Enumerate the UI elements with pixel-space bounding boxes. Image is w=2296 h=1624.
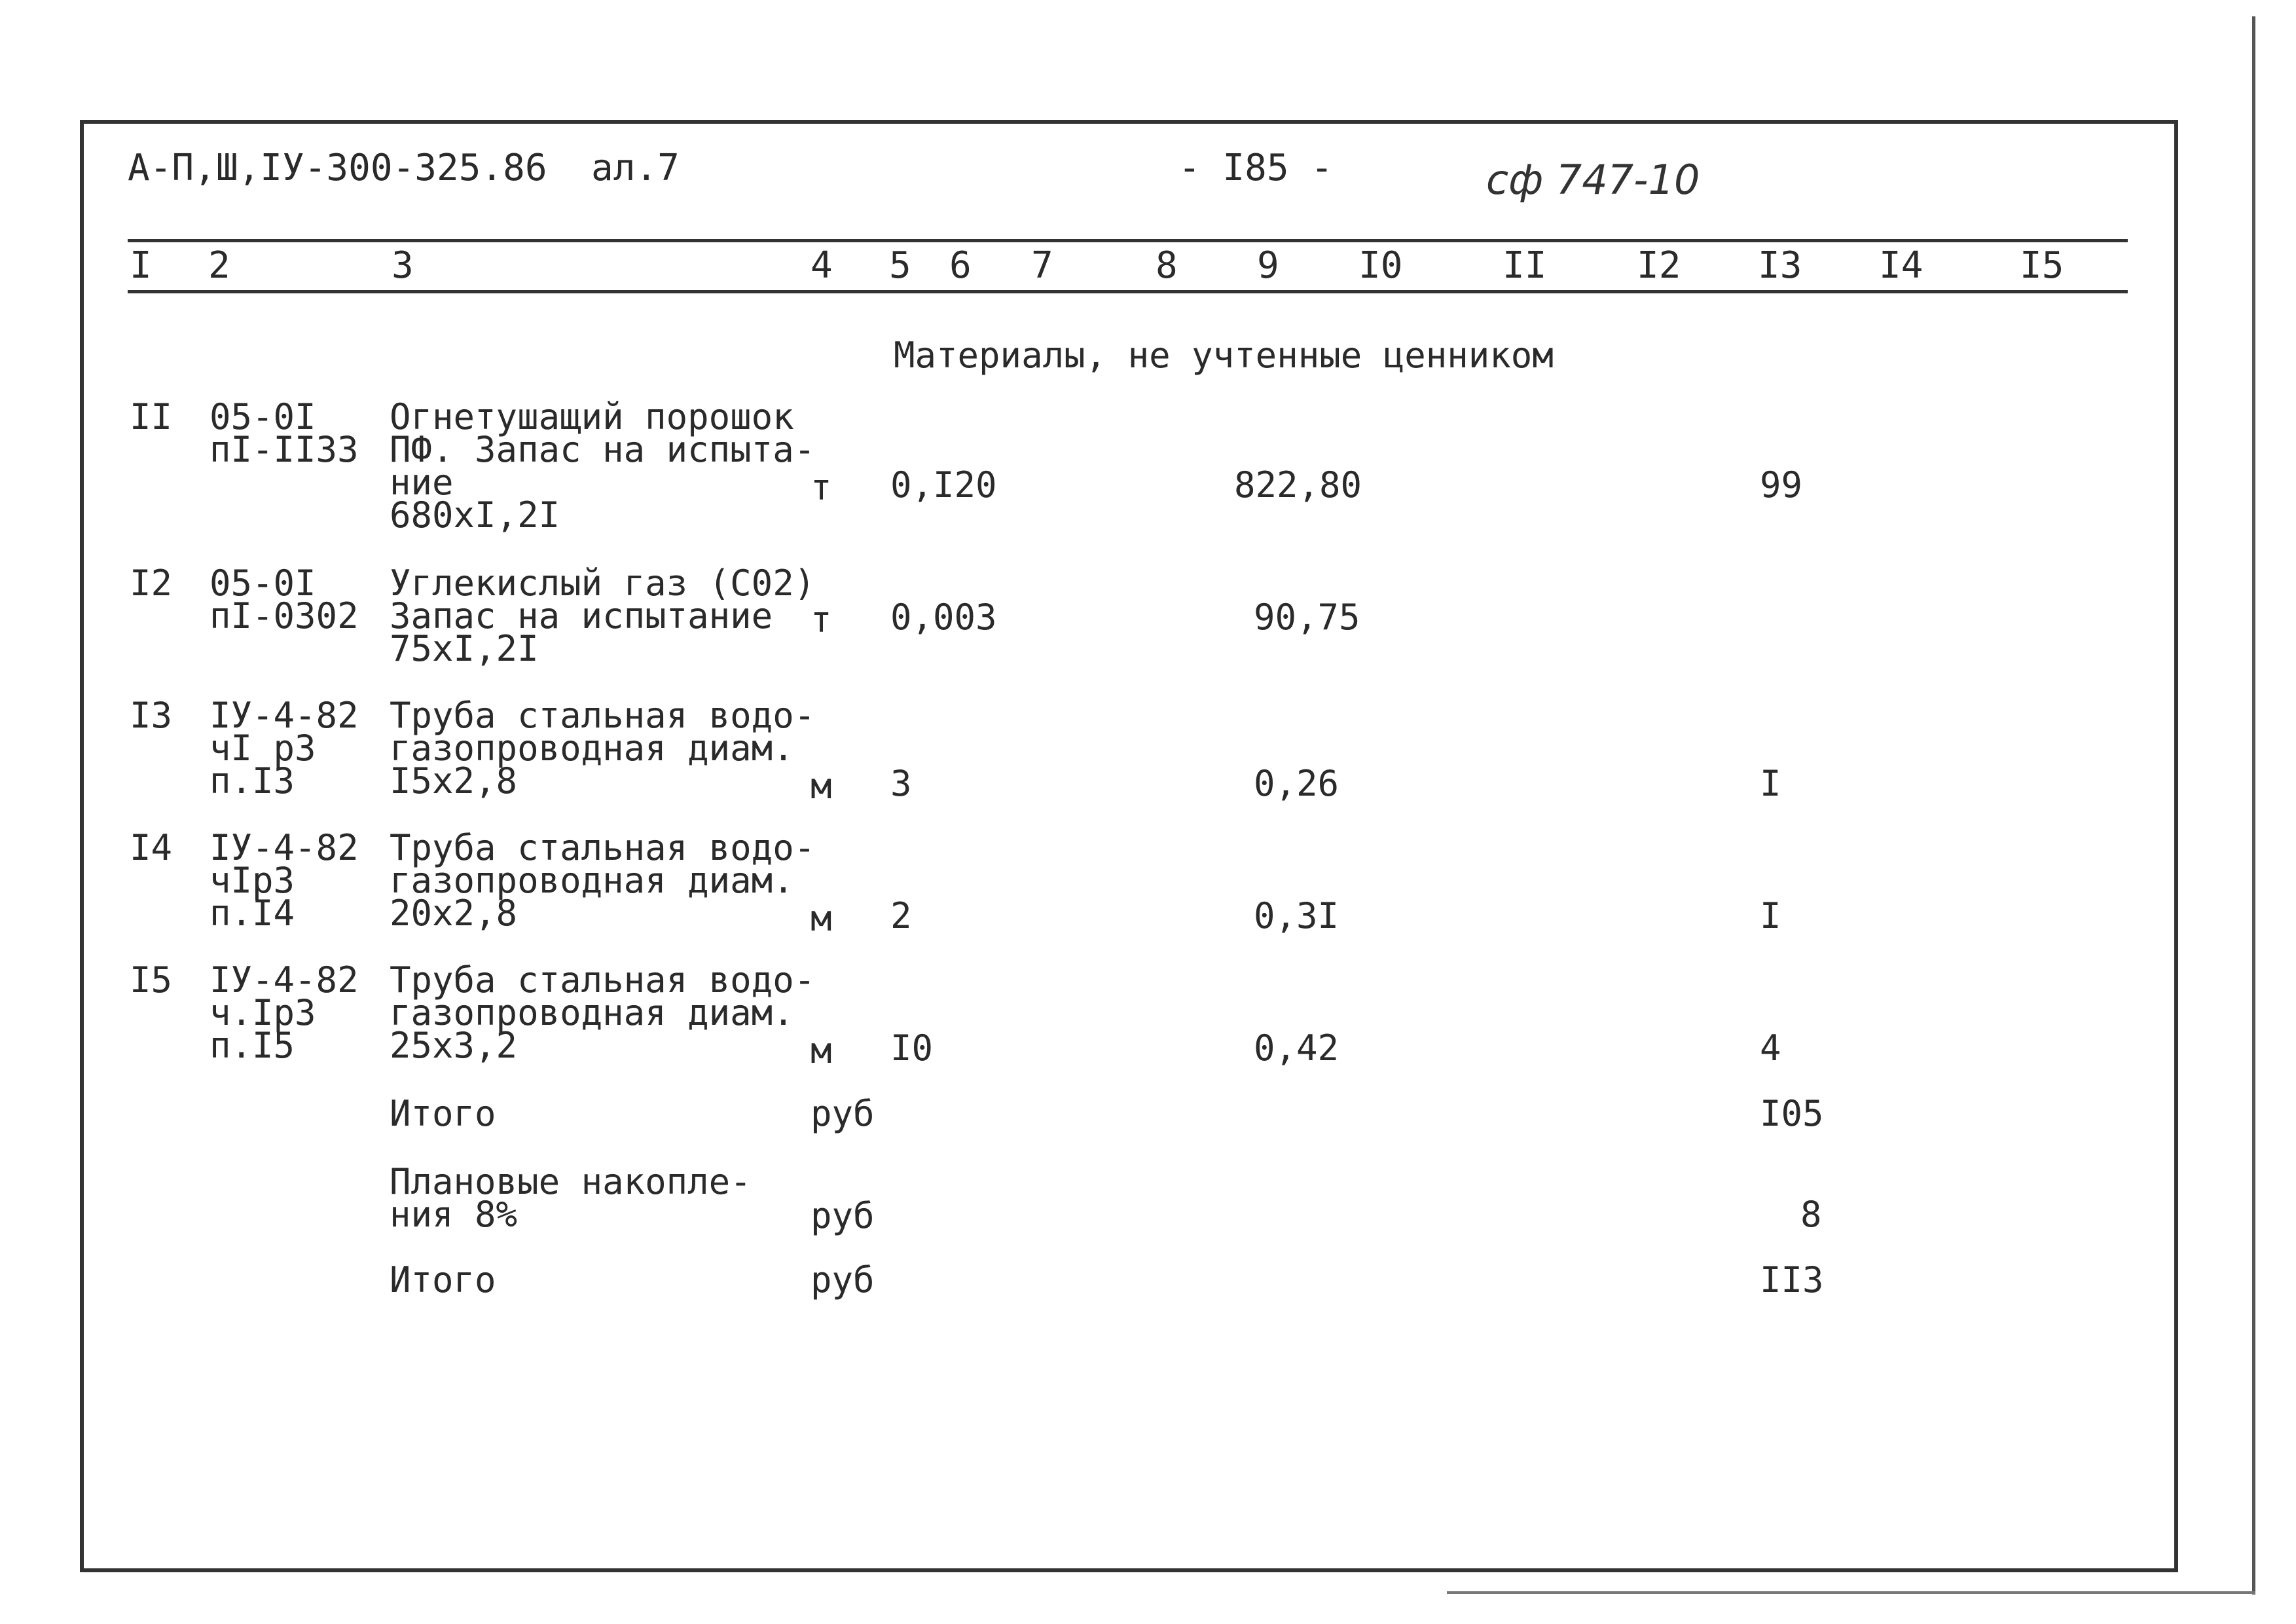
summary-label: ния 8% (390, 1194, 518, 1235)
column-number-1: I (130, 244, 152, 287)
summary-label: Итого (390, 1259, 496, 1301)
column-number-11: II (1503, 244, 1547, 287)
column-number-3: 3 (392, 244, 414, 287)
description-line: газопроводная диам. (390, 860, 794, 901)
summary-unit: руб (811, 1093, 875, 1134)
row-number: I4 (130, 827, 173, 868)
description-line: Огнетушащий порошок (390, 396, 794, 437)
description-line: газопроводная диам. (390, 992, 794, 1033)
column-number-15: I5 (2020, 244, 2064, 287)
handwritten-note: сф 747-10 (1486, 156, 1700, 204)
unit-price: 822,80 (1234, 464, 1362, 506)
page-number: - I85 - (1178, 147, 1334, 189)
column-number-2: 2 (208, 244, 230, 287)
column-number-10: I0 (1358, 244, 1403, 287)
description-line: Запас на испытание (390, 595, 773, 637)
row-number: II (130, 396, 173, 437)
quantity: 3 (890, 763, 912, 804)
document-code: А-П,Ш,IУ-300-325.86 ал.7 (128, 147, 680, 189)
summary-label: Итого (390, 1093, 496, 1134)
norm-code-line: ч.Iр3 (210, 992, 316, 1033)
unit: м (811, 766, 832, 807)
column-number-7: 7 (1031, 244, 1053, 287)
total-cost: 99 (1760, 464, 1803, 506)
norm-code-line: 05-0I (210, 563, 316, 604)
unit-price: 90,75 (1254, 597, 1360, 638)
norm-code-line: 05-0I (210, 396, 316, 437)
norm-code-line: пI-II33 (210, 429, 359, 470)
description-line: Труба стальная водо- (390, 695, 816, 736)
summary-unit: руб (811, 1195, 875, 1236)
column-number-14: I4 (1879, 244, 1923, 287)
total-cost: 4 (1760, 1027, 1781, 1069)
column-rule-bottom (128, 290, 2128, 293)
description-line: ние (390, 462, 454, 503)
description-line: Углекислый газ (С02) (390, 563, 816, 604)
column-number-4: 4 (811, 244, 833, 287)
column-number-8: 8 (1156, 244, 1178, 287)
norm-code-line: IУ-4-82 (210, 827, 359, 868)
summary-total: I05 (1760, 1093, 1824, 1134)
description-line: I5х2,8 (390, 760, 518, 802)
column-number-6: 6 (949, 244, 972, 287)
row-number: I2 (130, 563, 173, 604)
norm-code-line: чIр3 (210, 860, 295, 901)
column-number-13: I3 (1758, 244, 1802, 287)
column-number-9: 9 (1257, 244, 1279, 287)
description-line: 25х3,2 (390, 1025, 518, 1066)
total-cost: I (1760, 763, 1781, 804)
scan-border-right (2252, 16, 2255, 1595)
norm-code-line: п.I4 (210, 893, 295, 934)
total-cost: I (1760, 895, 1781, 936)
quantity: 2 (890, 895, 912, 936)
summary-label: Плановые накопле- (390, 1161, 752, 1202)
description-line: газопроводная диам. (390, 728, 794, 769)
column-number-12: I2 (1637, 244, 1681, 287)
quantity: 0,I20 (890, 464, 997, 506)
description-line: Труба стальная водо- (390, 959, 816, 1001)
summary-total: 8 (1800, 1194, 1822, 1235)
row-number: I5 (130, 959, 173, 1001)
unit: м (811, 1030, 832, 1071)
norm-code-line: пI-0302 (210, 595, 359, 637)
norm-code-line: чI р3 (210, 728, 316, 769)
unit: т (811, 599, 832, 640)
quantity: I0 (890, 1027, 934, 1069)
summary-unit: руб (811, 1259, 875, 1301)
unit-price: 0,42 (1254, 1027, 1339, 1069)
column-number-5: 5 (889, 244, 911, 287)
section-title: Материалы, не учтенные ценником (894, 335, 1554, 376)
unit: м (811, 898, 832, 939)
description-line: 20х2,8 (390, 893, 518, 934)
norm-code-line: IУ-4-82 (210, 959, 359, 1001)
row-number: I3 (130, 695, 173, 736)
norm-code-line: п.I3 (210, 760, 295, 802)
description-line: ПФ. Запас на испыта- (390, 429, 816, 470)
unit-price: 0,26 (1254, 763, 1339, 804)
description-line: Труба стальная водо- (390, 827, 816, 868)
description-line: 680хI,2I (390, 494, 560, 536)
norm-code-line: IУ-4-82 (210, 695, 359, 736)
unit-price: 0,3I (1254, 895, 1339, 936)
summary-total: II3 (1760, 1259, 1824, 1301)
column-rule-top (128, 239, 2128, 242)
quantity: 0,003 (890, 597, 997, 638)
norm-code-line: п.I5 (210, 1025, 295, 1066)
description-line: 75хI,2I (390, 628, 539, 669)
scan-border-bottom (1447, 1591, 2255, 1594)
unit: т (811, 467, 832, 508)
